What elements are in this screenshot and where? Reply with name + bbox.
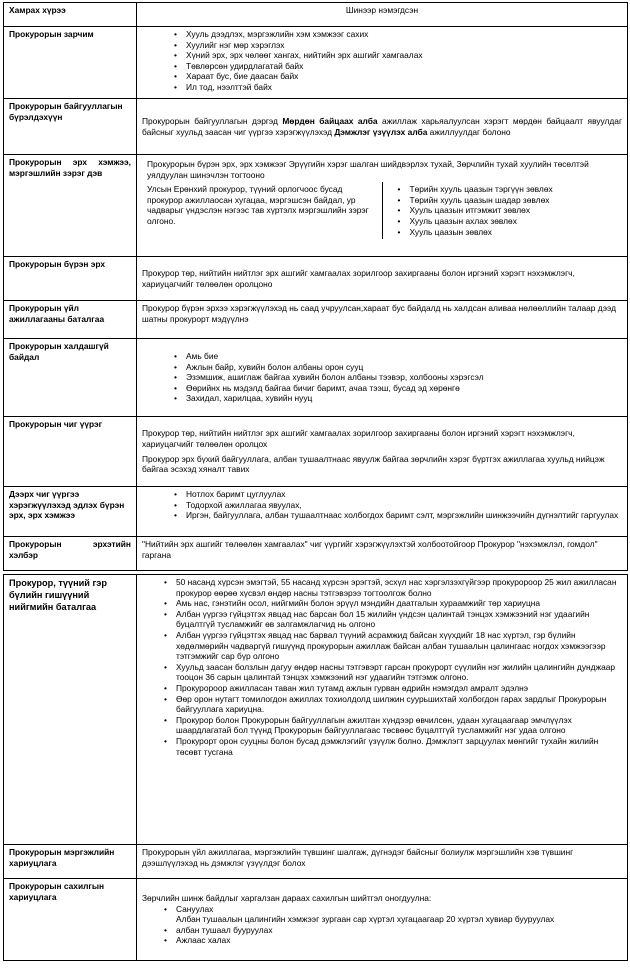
row-content-disciplinary-liability <box>137 879 628 961</box>
list-item: • Төвлөрсөн удирдлагатай байх <box>186 61 622 72</box>
list-item: • Прокурорт орон сууцны болон бусад дэмжлэгийг үзүүлж болно. Дэмжлэгт зарцуулах мөнгийг тухайн жилийн төсөвт тусгана <box>176 736 622 757</box>
bold-term: Дэмжлэг үзүүлэх алба <box>334 126 428 137</box>
row-content-form: "Нийтийн эрх ашгийг төлөөлөн хамгаалах" чиг үүргийг хэрэгжүүлэхтэй холбоотойгоор Прокурор "нэхэмжлэл, гомдол" гаргана <box>137 537 628 571</box>
row-label-activity-guarantee: Прокурорын үйл ажиллагааны баталгаа <box>4 301 137 339</box>
header-scope-label: Хамрах хүрээ <box>4 3 137 27</box>
row-label-composition: Прокурорын байгууллагын бүрэлдэхүүн <box>4 99 137 155</box>
table-row <box>4 575 628 845</box>
row-label-professional-liability: Прокурорын мэргэжлийн хариуцлага <box>4 845 137 879</box>
ranks-split <box>142 182 622 239</box>
list-item: • Албан үүргээ гүйцэтгэх явцад нас барсан бол 15 жилийн үндсэн цалинтай тэнцэх хэмжээний нэг удаагийн буцалтгүй тусламжийг өв залгамжлагчид нь олгоно <box>176 609 622 630</box>
list-item: • Амь нас, гэнэтийн осол, нийгмийн болон эрүүл мэндийн даатгалын хураамжийг төр хариуцна <box>176 598 622 609</box>
bullet-list <box>142 904 622 946</box>
row-label-functions: Прокурорын чиг үүрэг <box>4 417 137 487</box>
table-row <box>4 155 628 257</box>
row-content-social-guarantee <box>137 575 628 845</box>
list-item: • Хуульд заасан болзлын дагуу өндөр насны тэтгэвэрт гарсан прокурорт сүүлийн нэг жилийн цалингийн дунджаар тооцон 36 сарын цалинтай тэнцэх хэмжээний нэг удаагийн тэтгэмж олгоно. <box>176 662 622 683</box>
list-item: • Тодорхой ажиллагаа явуулах, <box>186 500 622 511</box>
function-paragraph: Прокурор төр, нийтийн нийтлэг эрх ашгийг хамгаалах зорилгоор захиргааны болон иргэний хэрэгт нэхэмжлэгч, хариуцагчийг төлөөлөн оролцох <box>142 428 575 449</box>
disciplinary-intro: Зөрчлийн шинж байдлыг харгалзан дараах сахилгын шийтгэл оногдуулна: <box>142 893 432 904</box>
list-item: • Эзэмшиж, ашиглаж байгаа хувийн болон албаны тээвэр, холбооны хэрэгсэл <box>186 372 622 383</box>
list-item: • Прокуророор ажилласан таван жил тутамд ажлын гурван өдрийн нэмэгдэл амралт эдэлнэ <box>176 683 622 694</box>
header-new-label: Шинээр нэмэгдсэн <box>137 3 628 27</box>
row-label-form: Прокурорын эрхэтийн хэлбэр <box>4 537 137 571</box>
document-page <box>3 2 627 961</box>
list-item: • Хараат бус, бие даасан байх <box>186 71 622 82</box>
table-row <box>4 537 628 571</box>
list-item: • Иргэн, байгууллага, албан тушаалтнаас холбогдох баримт сэлт, мэргэжлийн шинжээчийн дүгнэлтийг гаргуулах <box>186 510 622 521</box>
list-item: • Хууль цаазын зөвлөх <box>410 227 618 238</box>
table-row <box>4 417 628 487</box>
list-item: • Хуулийг нэг мөр хэрэглэх <box>186 40 622 51</box>
row-label-disciplinary-liability: Прокурорын сахилгын хариуцлага <box>4 879 137 961</box>
list-item: • Амь бие <box>186 351 622 362</box>
social-guarantee-table <box>3 574 628 961</box>
row-content-composition <box>137 99 628 155</box>
list-item: • Хууль дээдлэх, мэргэжлийн хэм хэмжээг сахих <box>186 29 622 40</box>
list-item: • Хууль цаазын итгэмжит зөвлөх <box>410 205 618 216</box>
comparison-table <box>3 2 628 571</box>
bullet-list <box>142 29 622 93</box>
row-label-powers-ranks: Прокурорын эрх хэмжээ, мэргэшлийн зэрэг дэв <box>4 155 137 257</box>
row-content-activity-guarantee: Прокурор бүрэн эрхээ хэрэгжүүлэхэд нь саад учруулсан,хараат бус байдалд нь халдсан аливаа нөлөөллийн талаар дээд шатны прокурорт мэдүүлнэ <box>137 301 628 339</box>
list-item: • Албан үүргээ гүйцэтгэх явцад нас барвал түүний асрамжид байсан хүүхдийг 18 нас хүртэл, гэр бүлийн хөдөлмөрийн чадваргүй гишүүнд прокурорын ажиллаж байсан албан тушаалын цалингаас ногдох хэмжээгээр тэтгэмжийг сар бүр олгоно <box>176 630 622 662</box>
table-row <box>4 99 628 155</box>
header-row <box>4 3 628 27</box>
table-row <box>4 879 628 961</box>
list-item: • Прокурор болон Прокурорын байгууллагын ажилтан хүндээр өвчилсөн, удаан хугацаагаар эмчлүүлэх шаардлагатай бол түүнд Прокурорын байгууллагаас төсвөөс буцалтгүй тусламжийг нэг удаа олгоно <box>176 715 622 736</box>
row-label-function-powers: Дээрх чиг үүргээ хэрэгжүүлэхэд эдлэх бүрэн эрх, эрх хэмжээ <box>4 487 137 537</box>
list-item: • Ажлын байр, хувийн болон албаны орон сууц <box>186 362 622 373</box>
table-row <box>4 27 628 99</box>
bullet-list <box>142 577 622 757</box>
ranks-description: Улсын Ерөнхий прокурор, түүний орлогчоос бусад прокурор ажиллаосан хугацаа, мэргэшсэн байдал, ур чадварыг үндэслэн нэгээс тав хүртэлх мэргэшлийн зэрэг олгоно. <box>147 184 369 226</box>
table-row <box>4 257 628 301</box>
row-content-function-powers <box>137 487 628 537</box>
table-row <box>4 487 628 537</box>
ranks-list-cell <box>382 182 623 239</box>
list-item: • Өөрийнх нь мэдэлд байгаа бичиг баримт, ачаа тээш, бусад эд хөрөнгө <box>186 383 622 394</box>
list-item: • албан тушаал бууруулах <box>176 925 622 936</box>
row-content-functions <box>137 417 628 487</box>
row-content-powers-ranks <box>137 155 628 257</box>
text-segment: Прокурорын байгууллагын дэргэд <box>142 115 283 126</box>
list-item: • Албан тушаалын цалингийн хэмжээг зургаан сар хүртэл хугацаагаар 20 хүртэл хувиар бууруулах <box>176 914 622 925</box>
list-item: • Захидал, харилцаа, хувийн нууц <box>186 393 622 404</box>
bullet-list <box>142 489 622 521</box>
powers-text: Прокурорын бүрэн эрх, эрх хэмжээг Эрүүгийн хэрэг шалган шийдвэрлэх тухай, Зөрчлийн тухай хуулийн төсөлтэй уялдуулан шинэчлэн тогтооно <box>147 159 589 180</box>
list-item: • Хүний эрх, эрх чөлөөг хангах, нийтийн эрх ашгийг хамгаалах <box>186 50 622 61</box>
list-item: • Сануулах <box>176 904 622 915</box>
list-item: • Ажлаас халах <box>176 935 622 946</box>
bullet-list <box>142 351 622 404</box>
list-item: • Өөр орон нутагт томилогдон ажиллах тохиолдолд шилжин суурьшихтай холбогдон гарах зардлыг Прокурорын байгууллага хариуцна. <box>176 694 622 715</box>
row-content-immunity <box>137 339 628 417</box>
list-item: • Ил тод, нээлттэй байх <box>186 82 622 93</box>
list-item: • Хууль цаазын ахлах зөвлөх <box>410 216 618 227</box>
text-segment: ажиллуулдаг болоно <box>427 126 511 137</box>
text-segment: ажиллаж харьяалуулсан хэрэгт мөрдөн байцаалт явуулдаг байсныг хуульд заасан чиг үүргээ хэрэгжүүлэхэд <box>142 115 623 137</box>
row-content-principles <box>137 27 628 99</box>
list-item: • Төрийн хууль цаазын шадар зөвлөх <box>410 195 618 206</box>
bullet-list <box>388 184 618 237</box>
table-row <box>4 339 628 417</box>
row-content-full-authority: Прокурор төр, нийтийн нийтлэг эрх ашгийг хамгаалах зорилгоор захиргааны болон иргэний хэрэгт нэхэмжлэгч, хариуцагчийг төлөөлөн оролцоно <box>137 257 628 301</box>
table-row <box>4 301 628 339</box>
list-item: • Төрийн хууль цаазын тэргүүн зөвлөх <box>410 184 618 195</box>
table-row <box>4 845 628 879</box>
row-content-professional-liability: Прокурорын үйл ажиллагаа, мэргэжлийн түвшинг шалгаж, дүгнэдэг байсныг болиулж мэргэшлийн хэв түвшинг дээшлүүлэхэд нь дэмжлэг үзүүлдэг болох <box>137 845 628 879</box>
bold-term: Мөрдөн байцаах алба <box>282 115 378 126</box>
list-item: • Нотлох баримт цуглуулах <box>186 489 622 500</box>
row-label-immunity: Прокурорын халдашгүй байдал <box>4 339 137 417</box>
list-item: • 50 насанд хүрсэн эмэгтэй, 55 насанд хүрсэн эрэгтэй, эсхүл нас хэргэлзэхгүйгээр прокуророор 25 жил ажилласан прокурор өөрөө хүсвэл өндөр насны тэтгэвэрээ тогтоолгож болно <box>176 577 622 598</box>
row-label-full-authority: Прокурорын бүрэн эрх <box>4 257 137 301</box>
row-label-social-guarantee: Прокурор, түүний гэр бүлийн гишүүний нийгмийн баталгаа <box>4 575 137 845</box>
row-label-principles: Прокурорын зарчим <box>4 27 137 99</box>
function-paragraph: Прокурор эрх бүхий байгууллага, албан тушаалтнаас явуулж байгаа зөрчлийн хэрэг бүртгэх ажиллагаа хуульд нийцэж байгаа эсэхэд хяналт тавих <box>142 453 605 475</box>
